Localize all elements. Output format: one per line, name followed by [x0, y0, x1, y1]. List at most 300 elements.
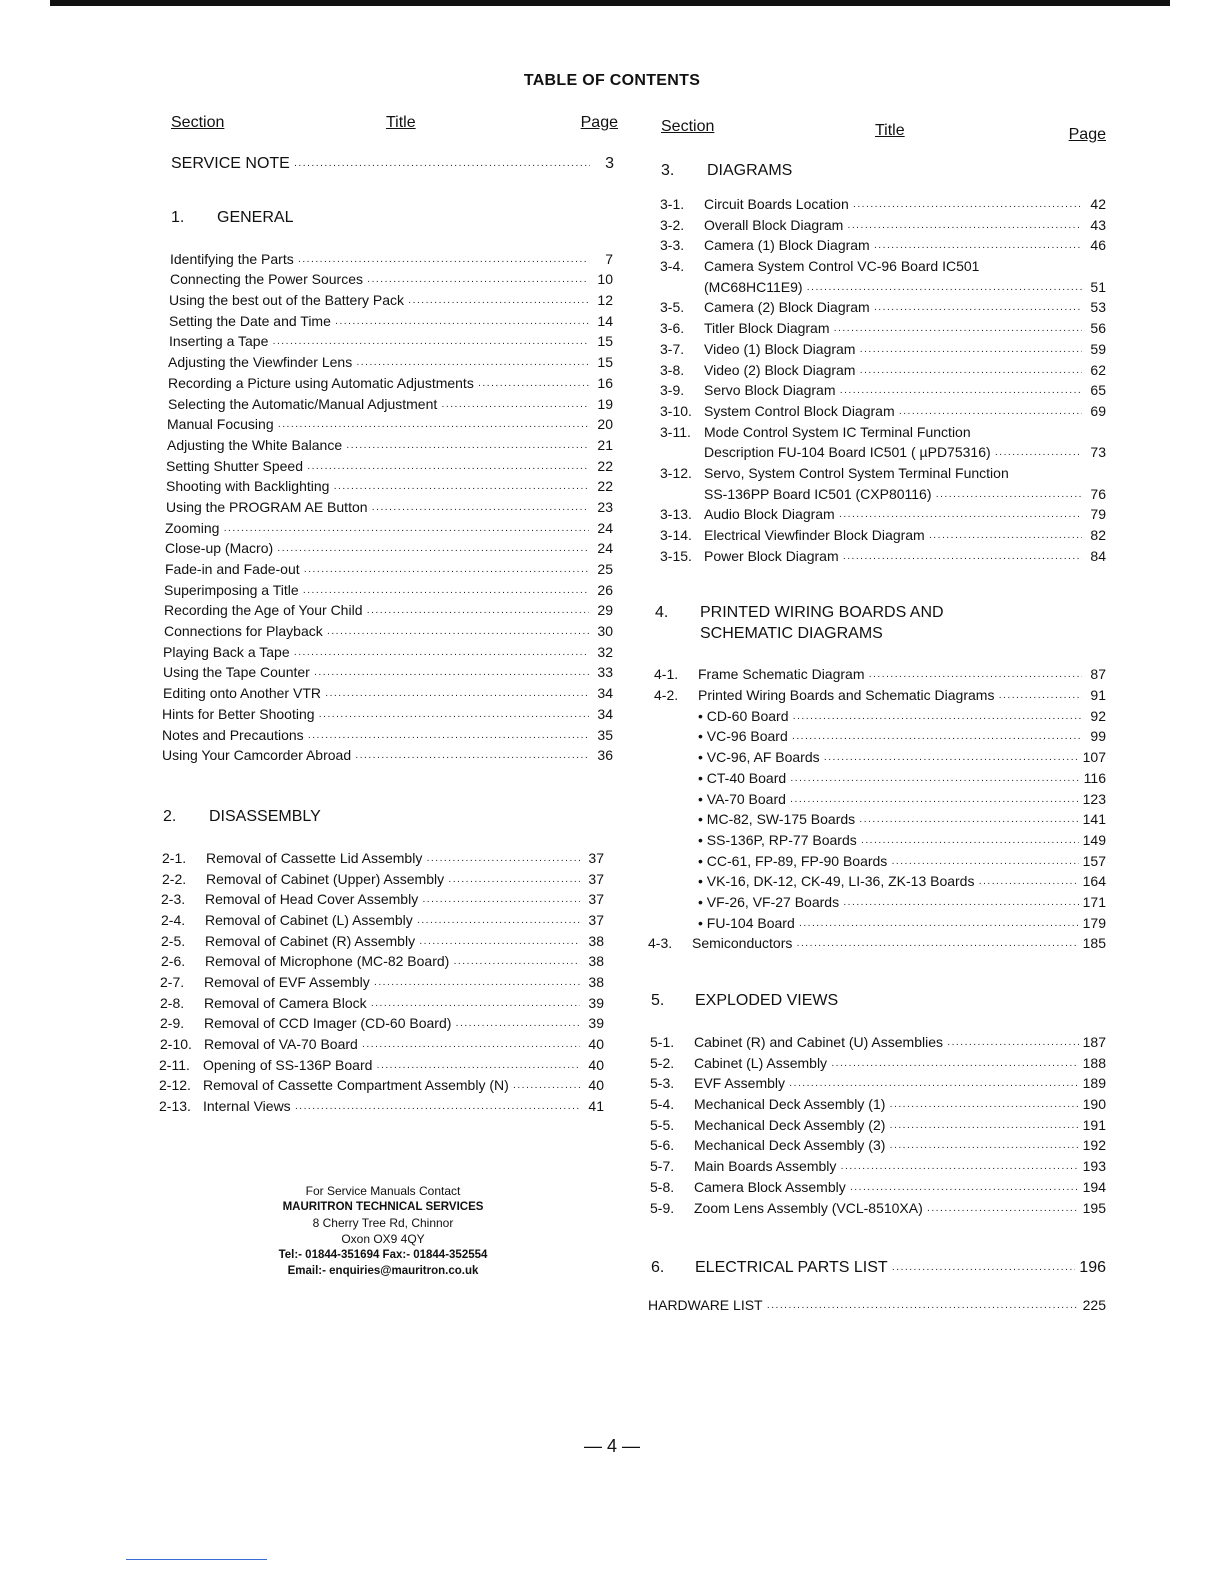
- toc-entry[interactable]: [654, 913, 1106, 934]
- entry-title: (MC68HC11E9): [704, 278, 803, 295]
- entry-title: Removal of Microphone (MC-82 Board): [205, 953, 450, 970]
- entry-title: Mechanical Deck Assembly (1): [694, 1096, 886, 1113]
- toc-entry[interactable]: [650, 1053, 1106, 1074]
- entry-page: 157: [1082, 852, 1106, 869]
- entry-title: Identifying the Parts: [170, 250, 294, 267]
- entry-page: 62: [1090, 361, 1106, 378]
- entry-title: Inserting a Tape: [169, 333, 269, 350]
- toc-entry[interactable]: [158, 993, 604, 1014]
- section-heading: 3. DIAGRAMS: [661, 162, 793, 179]
- toc-entry[interactable]: [660, 484, 1106, 505]
- entry-title: Video (1) Block Diagram: [704, 340, 856, 357]
- entry-title: Main Boards Assembly: [694, 1158, 837, 1175]
- entry-title: Cabinet (R) and Cabinet (U) Assemblies: [694, 1034, 943, 1050]
- toc-entry[interactable]: [158, 290, 613, 311]
- toc-entry[interactable]: [158, 331, 613, 352]
- entry-page: 25: [597, 561, 613, 577]
- entry-title: Adjusting the White Balance: [167, 436, 343, 453]
- entry-title: • VK-16, DK-12, CK-49, LI-36, ZK-13 Boards: [698, 871, 974, 892]
- entry-title: Removal of Cassette Compartment Assembly (N): [203, 1077, 509, 1094]
- entry-title: Removal of VA-70 Board: [204, 1036, 358, 1053]
- entry-title: Superimposing a Title: [164, 581, 299, 598]
- entry-title: Video (2) Block Diagram: [704, 361, 856, 378]
- toc-entry[interactable]: [660, 194, 1106, 215]
- entry-title: Using the PROGRAM AE Button: [166, 498, 368, 515]
- entry-title: Removal of Head Cover Assembly: [205, 891, 419, 908]
- entry-page: 37: [588, 891, 604, 908]
- toc-entry[interactable]: [654, 789, 1106, 810]
- section-heading: 1. GENERAL: [171, 208, 294, 226]
- entry-page: 51: [1090, 278, 1106, 295]
- entry-title: Removal of Cabinet (R) Assembly: [205, 932, 416, 949]
- entry-page: 99: [1090, 728, 1106, 745]
- entry-title: Removal of Camera Block: [204, 994, 367, 1011]
- entry-number: 2-12.: [159, 1077, 191, 1094]
- entry-page: 41: [588, 1098, 604, 1115]
- toc-entry[interactable]: [158, 476, 613, 497]
- entry-number: 3-11.: [660, 423, 691, 440]
- entry-number: 3-3.: [660, 237, 685, 254]
- toc-entry[interactable]: [654, 685, 1106, 706]
- entry-page: 185: [1082, 935, 1106, 952]
- entry-number: 4-1.: [654, 666, 679, 683]
- entry-page: 188: [1082, 1054, 1106, 1071]
- entry-page: 26: [597, 581, 613, 598]
- entry-title: Opening of SS-136P Board: [203, 1056, 373, 1073]
- toc-entry[interactable]: 6. ELECTRICAL PARTS LIST ····· 196: [646, 1258, 1106, 1279]
- toc-entry[interactable]: [654, 851, 1106, 872]
- entry-title: • CC-61, FP-89, FP-90 Boards: [698, 851, 887, 872]
- entry-page: 12: [597, 292, 613, 309]
- entry-page: 24: [597, 519, 613, 536]
- toc-entry[interactable]: [654, 726, 1106, 747]
- header-page: Page: [580, 114, 618, 131]
- entry-number: 5-1.: [650, 1034, 675, 1050]
- toc-entry[interactable]: [158, 518, 613, 539]
- entry-page: 10: [597, 271, 613, 288]
- entry-number: 3-6.: [660, 320, 685, 337]
- entry-page: 39: [588, 994, 604, 1011]
- entry-number: 3-10.: [660, 402, 692, 419]
- toc-entry[interactable]: [660, 215, 1106, 236]
- entry-page: 87: [1090, 666, 1106, 683]
- entry-page: 164: [1082, 873, 1106, 890]
- entry-title: Hints for Better Shooting: [162, 705, 315, 722]
- entry-number: 2-11.: [159, 1056, 190, 1073]
- entry-number: 5-8.: [650, 1178, 675, 1195]
- entry-title: Close-up (Macro): [165, 540, 274, 557]
- section-heading: 2. DISASSEMBLY: [163, 807, 321, 825]
- entry-page: 53: [1090, 299, 1106, 316]
- entry-number: 3-4.: [660, 258, 685, 275]
- toc-entry[interactable]: [158, 435, 613, 456]
- entry-number: 2-10.: [160, 1036, 192, 1053]
- right-header: [646, 118, 1106, 148]
- section-heading: 5. EXPLODED VIEWS: [651, 992, 839, 1009]
- toc-entry[interactable]: [158, 497, 613, 518]
- entry-number: 3-12.: [660, 464, 692, 481]
- toc-entry[interactable]: [158, 456, 613, 477]
- entry-number: 2-8.: [160, 994, 185, 1011]
- entry-title: Fade-in and Fade-out: [165, 561, 300, 577]
- entry-page: 20: [597, 416, 613, 433]
- entry-page: 23: [597, 498, 613, 515]
- toc-entry[interactable]: [660, 380, 1106, 401]
- toc-entry[interactable]: [158, 559, 613, 580]
- toc-entry[interactable]: [158, 249, 613, 270]
- toc-entry[interactable]: [158, 373, 613, 394]
- toc-entry[interactable]: [158, 704, 613, 725]
- toc-entry[interactable]: [158, 931, 604, 952]
- entry-title: SS-136PP Board IC501 (CXP80116): [704, 485, 932, 502]
- entry-title: Zoom Lens Assembly (VCL-8510XA): [694, 1199, 923, 1216]
- entry-page: 39: [588, 1015, 604, 1032]
- toc-entry[interactable]: [650, 1135, 1106, 1156]
- entry-page: 191: [1082, 1116, 1106, 1133]
- entry-title: • CT-40 Board: [698, 768, 786, 789]
- entry-page: 107: [1082, 749, 1106, 766]
- toc-entry[interactable]: [158, 642, 613, 663]
- entry-title: Overall Block Diagram: [704, 216, 844, 233]
- toc-entry[interactable]: [158, 621, 613, 642]
- entry-title: Zooming: [165, 519, 220, 536]
- entry-page: 123: [1082, 790, 1106, 807]
- entry-number: 4-3.: [648, 935, 673, 952]
- section-heading: 4. PRINTED WIRING BOARDS AND SCHEMATIC DIAGRAMS: [655, 604, 944, 643]
- toc-entry[interactable]: [158, 1096, 604, 1117]
- entry-title: Internal Views: [203, 1098, 291, 1115]
- entry-page: 22: [597, 457, 613, 474]
- toc-entry[interactable]: [654, 768, 1106, 789]
- entry-title: Frame Schematic Diagram: [698, 666, 865, 683]
- toc-entry[interactable]: [660, 546, 1106, 567]
- entry-page: 42: [1090, 196, 1106, 212]
- entry-page: 82: [1090, 527, 1106, 543]
- entry-page: 76: [1090, 485, 1106, 502]
- entry-page: 69: [1090, 402, 1106, 419]
- entry-number: 3-9.: [660, 382, 685, 399]
- entry-title: Editing onto Another VTR: [163, 685, 321, 702]
- toc-entry[interactable]: [660, 422, 1106, 443]
- entry-number: 5-9.: [650, 1199, 675, 1216]
- entry-page: 37: [588, 911, 604, 928]
- entry-page: 30: [597, 623, 613, 640]
- entry-title: Connecting the Power Sources: [170, 271, 363, 288]
- entry-page: 65: [1090, 382, 1106, 399]
- entry-page: 73: [1090, 444, 1106, 461]
- toc-entry[interactable]: [660, 525, 1106, 546]
- entry-number: 2-2.: [162, 870, 187, 887]
- entry-page: 15: [597, 354, 613, 371]
- toc-entry[interactable]: [650, 1115, 1106, 1136]
- toc-entry[interactable]: [650, 1198, 1106, 1219]
- exploded-list: [646, 1032, 1106, 1218]
- entry-title: Removal of Cabinet (L) Assembly: [205, 911, 413, 928]
- toc-entry[interactable]: [660, 463, 1106, 484]
- entry-page: 33: [597, 664, 613, 681]
- toc-entry[interactable]: [158, 600, 613, 621]
- entry-title: Mechanical Deck Assembly (3): [694, 1137, 886, 1154]
- entry-title: Using the Tape Counter: [163, 664, 310, 681]
- toc-entry[interactable]: [158, 394, 613, 415]
- disassembly-list: [158, 848, 604, 1117]
- entry-title: Connections for Playback: [164, 623, 323, 640]
- entry-number: 5-4.: [650, 1096, 675, 1113]
- entry-page: 59: [1090, 340, 1106, 357]
- toc-entry[interactable]: [660, 339, 1106, 360]
- entry-number: 3-5.: [660, 299, 685, 316]
- entry-page: 116: [1083, 769, 1106, 786]
- entry-title: Camera (1) Block Diagram: [704, 237, 870, 254]
- entry-title: Removal of Cabinet (Upper) Assembly: [206, 870, 445, 887]
- entry-title: Setting Shutter Speed: [166, 457, 303, 474]
- entry-title: SERVICE NOTE: [171, 155, 290, 172]
- entry-page: 19: [597, 395, 613, 412]
- entry-page: 179: [1082, 914, 1106, 931]
- entry-page: 3: [605, 155, 614, 172]
- toc-entry[interactable]: [158, 538, 613, 559]
- entry-title: Printed Wiring Boards and Schematic Diagrams: [698, 687, 995, 704]
- entry-title: • MC-82, SW-175 Boards: [698, 809, 855, 830]
- toc-entry[interactable]: [158, 869, 604, 890]
- toc-entry[interactable]: [660, 256, 1106, 277]
- entry-title: Electrical Viewfinder Block Diagram: [704, 527, 925, 543]
- toc-entry[interactable]: [158, 745, 613, 766]
- entry-title: • SS-136P, RP-77 Boards: [698, 830, 857, 851]
- entry-page: 40: [588, 1056, 604, 1073]
- entry-page: 189: [1082, 1075, 1106, 1092]
- toc-entry[interactable]: [158, 352, 613, 373]
- entry-page: 38: [588, 974, 604, 990]
- toc-entry[interactable]: [158, 910, 604, 931]
- entry-title: System Control Block Diagram: [704, 402, 895, 419]
- entry-number: 2-3.: [161, 891, 186, 908]
- entry-number: 4-2.: [654, 687, 679, 704]
- toc-entry[interactable]: [158, 1034, 604, 1055]
- header-section: Section: [171, 114, 225, 131]
- entry-title: Audio Block Diagram: [704, 506, 835, 523]
- entry-page: 187: [1082, 1034, 1106, 1050]
- entry-title: • VF-26, VF-27 Boards: [698, 892, 839, 913]
- entry-title: Removal of Cassette Lid Assembly: [206, 849, 423, 866]
- entry-title: Recording a Picture using Automatic Adjustments: [168, 374, 474, 391]
- toc-entry[interactable]: [660, 235, 1106, 256]
- toc-entry[interactable]: [158, 580, 613, 601]
- toc-entry[interactable]: [650, 1094, 1106, 1115]
- entry-number: 3-2.: [660, 216, 685, 233]
- entry-page: 34: [597, 685, 613, 702]
- entry-title: • CD-60 Board: [698, 706, 789, 727]
- entry-page: 193: [1082, 1158, 1106, 1175]
- toc-entry[interactable]: [660, 504, 1106, 525]
- toc-entry[interactable]: [158, 269, 613, 290]
- toc-entry[interactable]: [654, 747, 1106, 768]
- entry-page: 79: [1090, 506, 1106, 523]
- entry-title: Power Block Diagram: [704, 547, 839, 564]
- entry-number: 2-1.: [162, 849, 187, 866]
- toc-entry[interactable]: [158, 972, 604, 993]
- entry-number: 2-7.: [160, 974, 185, 990]
- entry-page: 38: [588, 932, 604, 949]
- entry-page: 84: [1090, 547, 1106, 564]
- toc-entry[interactable]: [650, 1073, 1106, 1094]
- toc-entry[interactable]: [660, 401, 1106, 422]
- entry-title: Adjusting the Viewfinder Lens: [168, 354, 353, 371]
- entry-page: 21: [597, 436, 613, 453]
- entry-number: 2-5.: [161, 932, 186, 949]
- entry-page: 15: [597, 333, 613, 350]
- header-section: Section: [661, 118, 715, 135]
- toc-entry[interactable]: [660, 277, 1106, 298]
- toc-entry[interactable]: [158, 311, 613, 332]
- entry-page: 46: [1090, 237, 1106, 254]
- entry-number: 2-4.: [161, 911, 186, 928]
- toc-entry[interactable]: [158, 414, 613, 435]
- entry-page: 192: [1082, 1137, 1106, 1154]
- toc-entry[interactable]: [650, 1177, 1106, 1198]
- toc-entry[interactable]: [654, 892, 1106, 913]
- entry-page: 38: [588, 953, 604, 970]
- entry-title: Semiconductors: [692, 935, 793, 952]
- entry-title: Camera System Control VC-96 Board IC501: [704, 258, 980, 275]
- entry-number: 3-13.: [660, 506, 692, 523]
- entry-page: 32: [597, 643, 613, 660]
- entry-title: Removal of CCD Imager (CD-60 Board): [204, 1015, 452, 1032]
- entry-title: Selecting the Automatic/Manual Adjustment: [168, 395, 438, 412]
- entry-number: 2-6.: [161, 953, 186, 970]
- entry-page: 7: [605, 250, 613, 267]
- entry-page: 37: [588, 870, 604, 887]
- entry-title: Titler Block Diagram: [704, 320, 830, 337]
- toc-entry[interactable]: [660, 360, 1106, 381]
- toc-entry[interactable]: [158, 683, 613, 704]
- left-column: [158, 114, 618, 1117]
- entry-number: 5-5.: [650, 1116, 675, 1133]
- entry-number: 5-6.: [650, 1137, 675, 1154]
- general-list: [158, 249, 613, 766]
- entry-title: Notes and Precautions: [162, 726, 304, 743]
- entry-page: 29: [597, 602, 613, 619]
- entry-title: Manual Focusing: [167, 416, 274, 433]
- left-header: [158, 114, 618, 144]
- entry-number: 3-7.: [660, 340, 685, 357]
- entry-title: Playing Back a Tape: [163, 643, 290, 660]
- entry-title: Using the best out of the Battery Pack: [169, 292, 405, 309]
- entry-number: 2-13.: [159, 1098, 191, 1115]
- header-page: Page: [1068, 126, 1106, 143]
- entry-page: 34: [597, 705, 613, 722]
- entry-page: 40: [588, 1036, 604, 1053]
- toc-entry[interactable]: [654, 664, 1106, 685]
- entry-number: 3-15.: [660, 547, 692, 564]
- entry-number: 3-1.: [660, 196, 685, 212]
- entry-title: Servo, System Control System Terminal Function: [704, 464, 1009, 481]
- entry-title: Removal of EVF Assembly: [204, 974, 370, 990]
- entry-page: 36: [597, 747, 613, 764]
- entry-page: 149: [1082, 831, 1106, 848]
- toc-entry[interactable]: [660, 318, 1106, 339]
- toc-entry[interactable]: [158, 154, 614, 175]
- page-title: TABLE OF CONTENTS: [523, 72, 701, 89]
- entry-page: 141: [1082, 811, 1106, 828]
- entry-page: 24: [597, 540, 613, 557]
- toc-entry[interactable]: [654, 871, 1106, 892]
- entry-title: Camera Block Assembly: [694, 1178, 846, 1195]
- entry-number: 5-2.: [650, 1054, 675, 1071]
- entry-page: 190: [1082, 1096, 1106, 1113]
- entry-number: 5-7.: [650, 1158, 675, 1175]
- toc-entry[interactable]: [158, 1055, 604, 1076]
- entry-title: • VA-70 Board: [698, 789, 786, 810]
- toc-entry[interactable]: [158, 662, 613, 683]
- entry-page: 43: [1090, 216, 1106, 233]
- top-border: [50, 0, 1170, 6]
- toc-entry[interactable]: [660, 442, 1106, 463]
- entry-page: 92: [1090, 707, 1106, 724]
- entry-title: Cabinet (L) Assembly: [694, 1054, 828, 1071]
- entry-title: Mode Control System IC Terminal Function: [704, 423, 971, 440]
- toc-entry[interactable]: [654, 809, 1106, 830]
- entry-title: Mechanical Deck Assembly (2): [694, 1116, 886, 1133]
- entry-number: 2-9.: [160, 1015, 185, 1032]
- entry-title: Recording the Age of Your Child: [164, 602, 363, 619]
- toc-entry[interactable]: [648, 933, 1106, 954]
- entry-number: 5-3.: [650, 1075, 675, 1092]
- toc-entry[interactable]: HARDWARE LIST ····· 225: [646, 1295, 1106, 1316]
- page-number: — 4 —: [583, 1436, 640, 1456]
- entry-title: • FU-104 Board: [698, 913, 795, 934]
- entry-title: Description FU-104 Board IC501 ( µPD75316): [704, 444, 991, 461]
- entry-page: 37: [588, 849, 604, 866]
- header-title: Title: [875, 122, 905, 139]
- entry-page: 40: [588, 1077, 604, 1094]
- toc-entry[interactable]: [158, 1013, 604, 1034]
- entry-title: Setting the Date and Time: [169, 312, 331, 329]
- entry-title: Camera (2) Block Diagram: [704, 299, 870, 316]
- entry-page: 16: [597, 374, 613, 391]
- right-column: [646, 118, 1106, 1316]
- pwb-list: [646, 664, 1106, 954]
- toc-entry[interactable]: [158, 1075, 604, 1096]
- entry-page: 56: [1090, 320, 1106, 337]
- entry-title: Servo Block Diagram: [704, 382, 836, 399]
- toc-entry[interactable]: [660, 297, 1106, 318]
- toc-entry[interactable]: [654, 706, 1106, 727]
- bottom-rule: [126, 1559, 267, 1560]
- entry-page: 14: [597, 312, 613, 329]
- entry-title: Shooting with Backlighting: [166, 478, 330, 495]
- entry-page: 91: [1090, 687, 1106, 704]
- entry-page: 22: [597, 478, 613, 495]
- diagrams-list: [646, 194, 1106, 566]
- entry-page: 195: [1082, 1199, 1106, 1216]
- entry-page: 35: [597, 726, 613, 743]
- toc-entry[interactable]: [158, 889, 604, 910]
- contact-info: For Service Manuals Contact MAURITRON TECHNICAL SERVICES 8 Cherry Tree Rd, Chinnor Oxon OX9 4QY Tel:- 01844-351694 Fax:- 01844-352554 Email:- enquiries@mauritron.co.uk: [278, 1184, 488, 1277]
- toc-entry[interactable]: [650, 1156, 1106, 1177]
- entry-page: 194: [1082, 1178, 1106, 1195]
- toc-entry[interactable]: [650, 1032, 1106, 1053]
- toc-entry[interactable]: [158, 725, 613, 746]
- entry-title: • VC-96 Board: [698, 726, 788, 747]
- entry-number: 3-8.: [660, 361, 685, 378]
- entry-title: Circuit Boards Location: [704, 196, 849, 212]
- toc-entry[interactable]: [654, 830, 1106, 851]
- toc-entry[interactable]: [158, 848, 604, 869]
- toc-entry[interactable]: [158, 951, 604, 972]
- entry-number: 3-14.: [660, 527, 692, 543]
- entry-page: 171: [1082, 893, 1106, 910]
